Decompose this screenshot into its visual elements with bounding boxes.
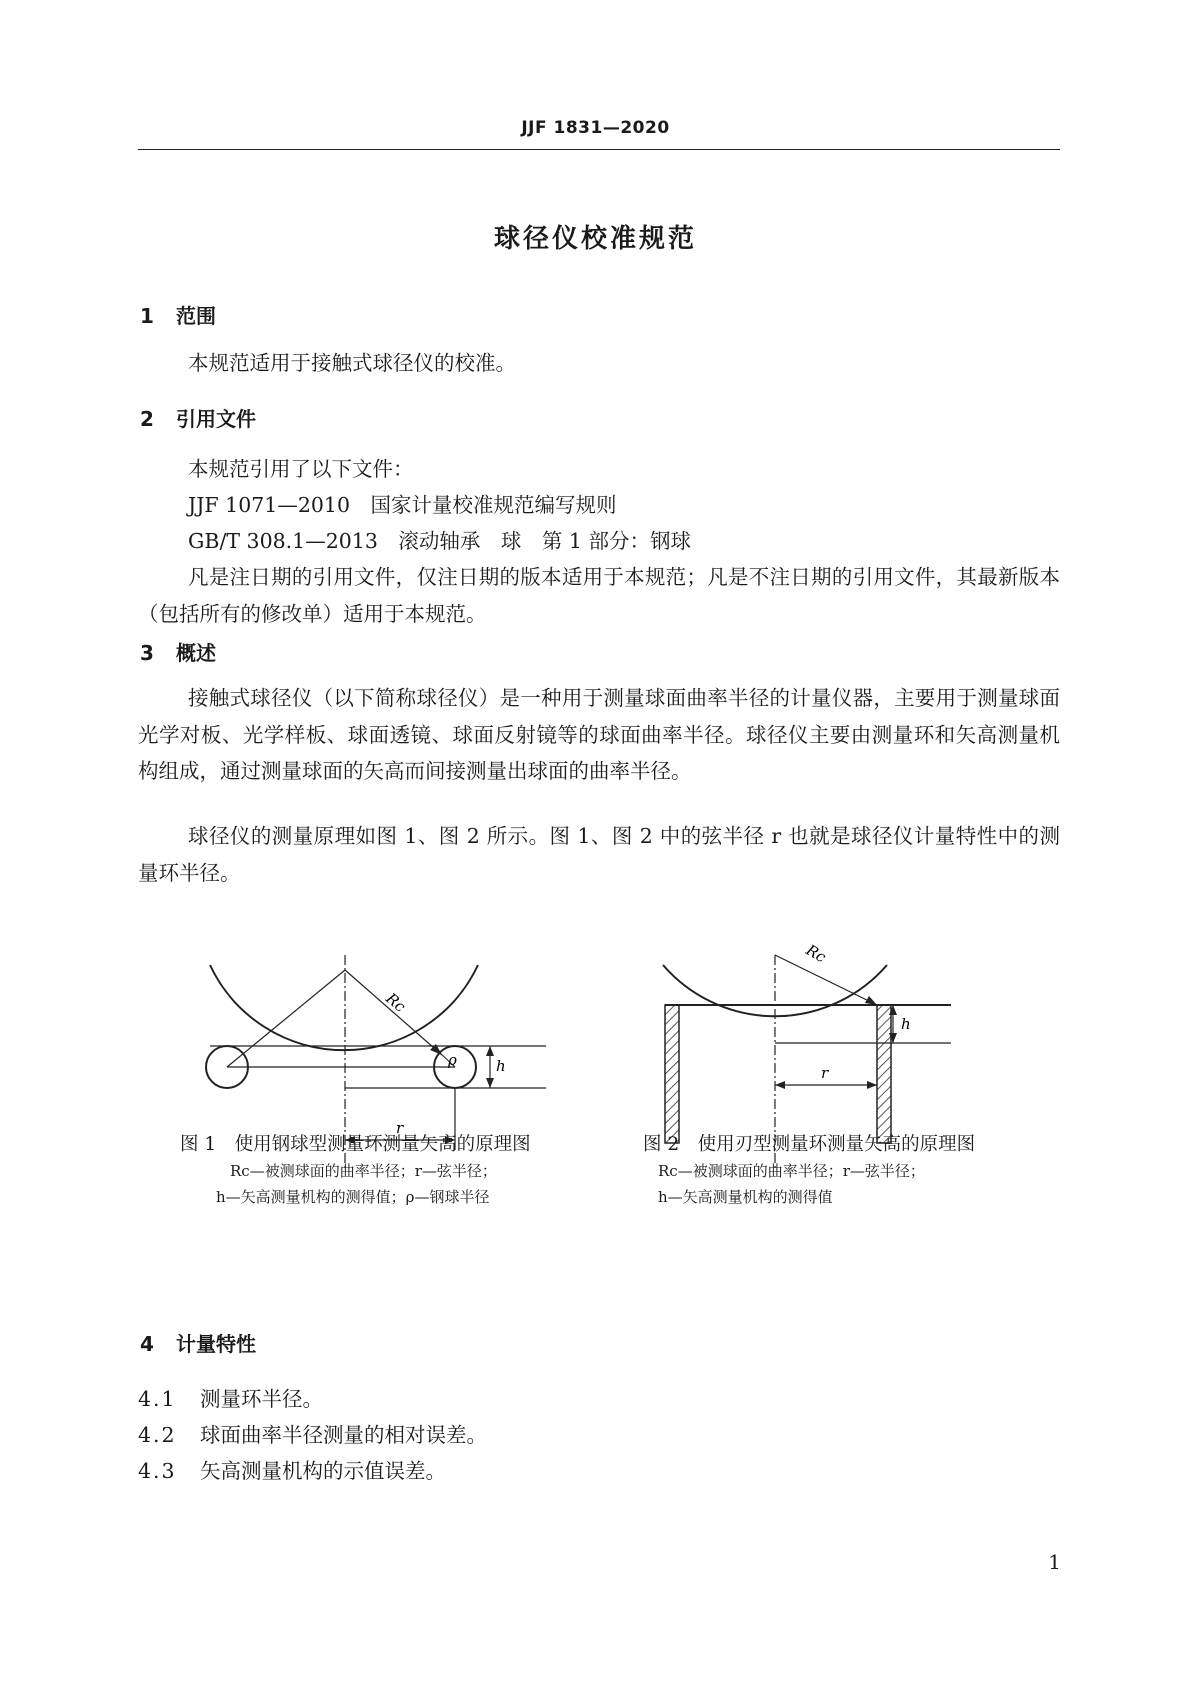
list-item	[138, 1382, 323, 1412]
radius-line-left	[227, 970, 345, 1067]
ring-wall-right	[877, 1005, 891, 1143]
radius-arrow-Rc	[775, 955, 877, 1005]
page-number: 1	[1048, 1550, 1061, 1574]
label-r: r	[821, 1064, 829, 1082]
section-4-heading	[140, 1328, 256, 1357]
label-rho: ρ	[448, 1051, 457, 1069]
section-1-text: 本规范适用于接触式球径仪的校准。	[188, 351, 516, 375]
section-3-heading	[140, 637, 216, 666]
section-3-para-2: 球径仪的测量原理如图 1、图 2 所示。图 1、图 2 中的弦半径 r 也就是球径仪计量特性中的测量环半径。	[138, 824, 1060, 885]
sphere-arc	[210, 965, 478, 1050]
page-header-code: JJF 1831—2020	[521, 118, 670, 138]
label-Rc: Rc	[803, 940, 830, 967]
ring-wall-left	[665, 1005, 679, 1143]
figure-1-note-1: Rc—被测球面的曲率半径；r—弦半径；	[230, 1162, 497, 1180]
section-2-intro: 本规范引用了以下文件：	[188, 457, 414, 481]
section-number: 3	[140, 641, 154, 665]
figure-2-note-1: Rc—被测球面的曲率半径；r—弦半径；	[658, 1162, 925, 1180]
label-h: h	[901, 1015, 911, 1033]
label-r: r	[396, 1119, 404, 1137]
arrowhead	[867, 1081, 877, 1089]
item-text: 球面曲率半径测量的相对误差。	[200, 1423, 487, 1447]
section-number: 1	[140, 304, 154, 328]
arrowhead	[486, 1078, 494, 1088]
section-number: 4	[140, 1332, 154, 1356]
item-text: 矢高测量机构的示值误差。	[200, 1459, 446, 1483]
arrowhead	[486, 1046, 494, 1056]
figure-2-note-2: h—矢高测量机构的测得值	[658, 1188, 833, 1206]
section-2-note: 凡是注日期的引用文件，仅注日期的版本适用于本规范；凡是不注日期的引用文件，其最新版本（包括所有的修改单）适用于本规范。	[138, 565, 1060, 626]
document-title: 球径仪校准规范	[493, 224, 697, 254]
item-number: 4.3	[138, 1459, 177, 1483]
item-number: 4.2	[138, 1423, 177, 1447]
section-2-heading	[140, 403, 256, 432]
item-number: 4.1	[138, 1387, 177, 1411]
section-title: 概述	[176, 641, 216, 665]
reference-1: JJF 1071—2010 国家计量校准规范编写规则	[188, 493, 617, 517]
list-item	[138, 1454, 446, 1484]
section-title: 范围	[176, 304, 216, 328]
sphere-arc	[663, 965, 887, 1016]
figure-2-caption: 图 2 使用刃型测量环测量矢高的原理图	[643, 1134, 976, 1155]
section-title: 计量特性	[176, 1332, 256, 1356]
label-Rc: Rc	[382, 989, 410, 1016]
arrowhead	[775, 1081, 785, 1089]
section-3-para-1: 接触式球径仪（以下简称球径仪）是一种用于测量球面曲率半径的计量仪器，主要用于测量球面光学对板、光学样板、球面透镜、球面反射镜等的球面曲率半径。球径仪主要由测量环和矢高测量机构组成，通过测量球面的矢高而间接测量出球面的曲率半径。	[138, 686, 1060, 783]
figure-1-note-2: h—矢高测量机构的测得值；ρ—钢球半径	[216, 1188, 490, 1206]
section-1-heading	[140, 300, 216, 329]
label-h: h	[496, 1057, 506, 1075]
item-text: 测量环半径。	[200, 1387, 323, 1411]
header-rule	[138, 149, 1060, 150]
figure-1-caption: 图 1 使用钢球型测量环测量矢高的原理图	[180, 1134, 531, 1155]
arrowhead	[865, 996, 877, 1005]
section-number: 2	[140, 407, 154, 431]
reference-2: GB/T 308.1—2013 滚动轴承 球 第 1 部分：钢球	[188, 529, 691, 553]
list-item	[138, 1418, 487, 1448]
section-title: 引用文件	[176, 407, 256, 431]
